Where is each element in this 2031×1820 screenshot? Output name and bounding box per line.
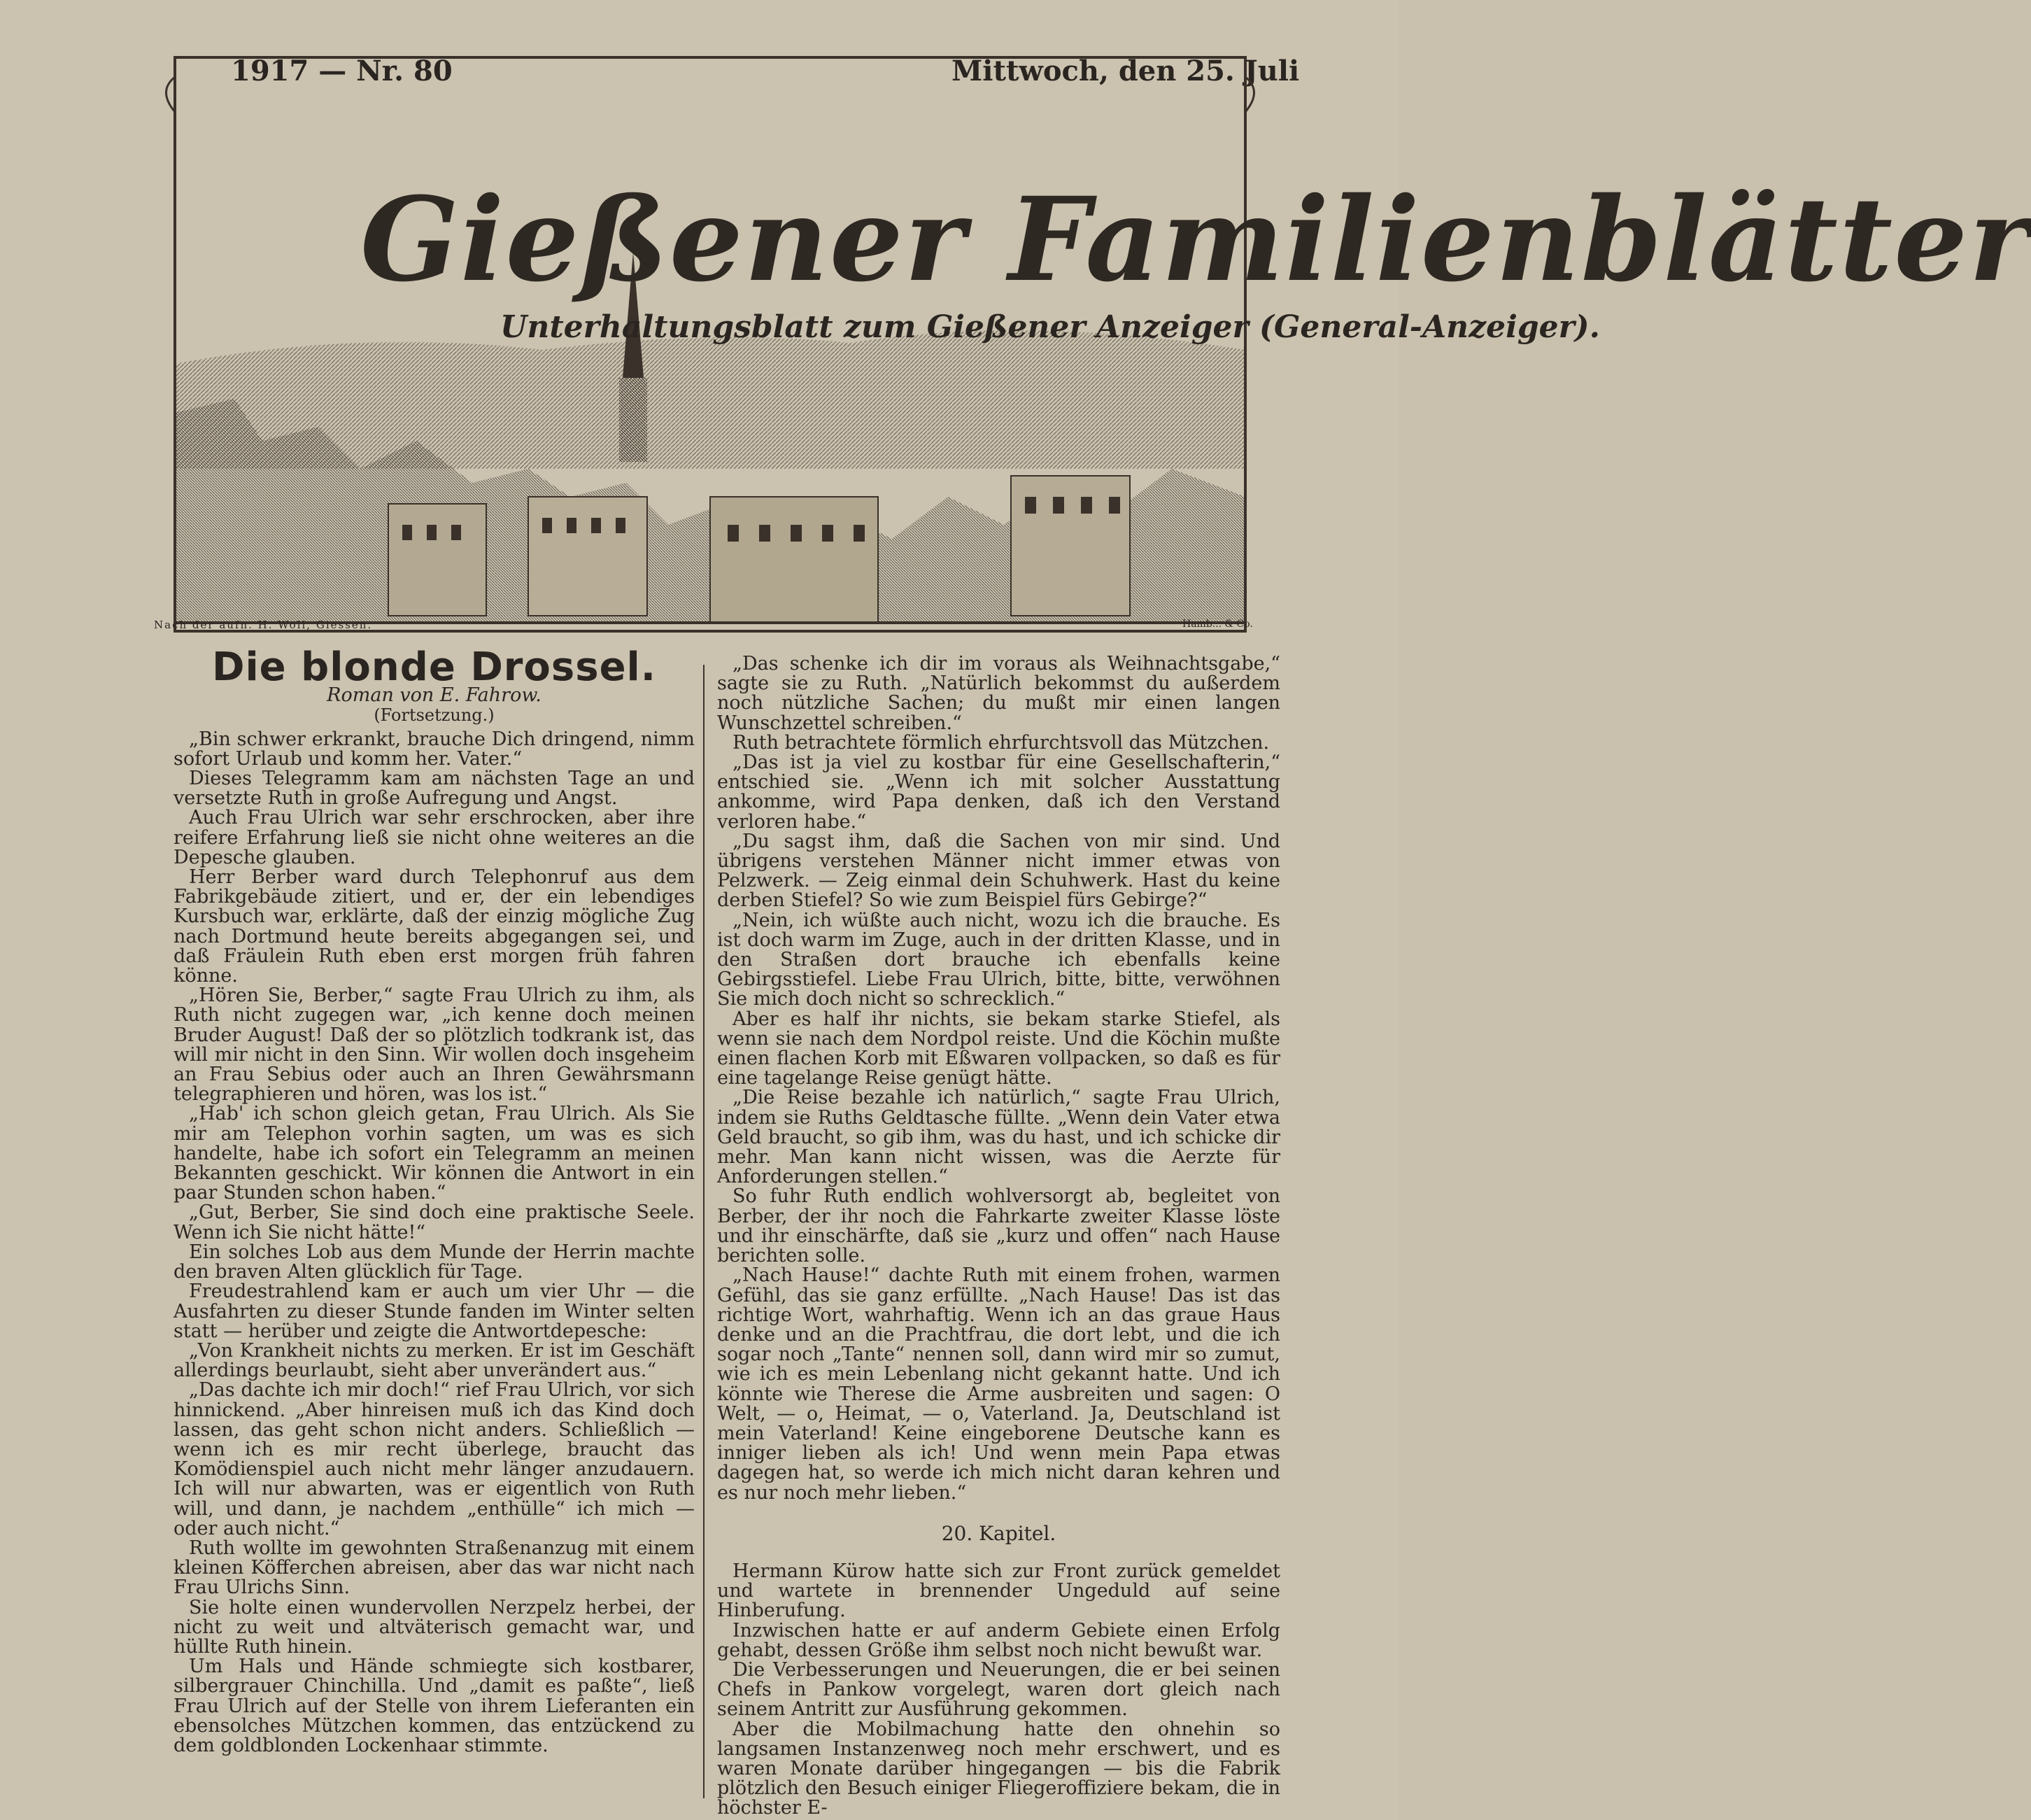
paragraph: Die Verbesserungen und Neuerungen, die er bei seinen Chefs in Pankow vorgelegt, waren dort gleich nach seinem Antritt zur Ausführung gekommen. — [717, 1658, 1280, 1721]
column-divider — [703, 665, 705, 1798]
paragraph: Ruth betrachtete förmlich ehrfurchtsvoll das Mützchen. — [733, 731, 1270, 754]
paragraph: Auch Frau Ulrich war sehr erschrocken, aber ihre reifere Erfahrung ließ sie nicht ohne weiteres an die Depesche glauben. — [174, 807, 695, 868]
story-byline: Roman von E. Fahrow. — [327, 684, 542, 707]
left-column — [174, 644, 695, 1756]
paragraph: Aber es half ihr nichts, sie bekam starke Stiefel, als wenn sie nach dem Nordpol reiste. Und die Köchin mußte einen flachen Korb mit Eßwaren vollpacken, so daß es für eine tagelange Reise genügt hätte. — [717, 1008, 1280, 1089]
masthead — [150, 49, 2031, 640]
paragraph: Hermann Kürow hatte sich zur Front zurück gemeldet und wartete in brennender Ungeduld auf seine Hinberufung. — [717, 1560, 1280, 1622]
paragraph: Inzwischen hatte er auf anderm Gebiete einen Erfolg gehabt, dessen Größe ihm selbst noch nicht bewußt war. — [717, 1619, 1280, 1661]
paragraph: Aber die Mobilmachung hatte den ohnehin so langsamen Instanzenweg noch mehr erschwert, und es waren Monate darüber hingegangen — bis die Fabrik plötzlich den Besuch einiger Fliegeroffiziere bekam, die in höchster E- — [717, 1718, 1280, 1819]
paragraph: Dieses Telegramm kam am nächsten Tage an und versetzte Ruth in große Aufregung und Angst. — [174, 768, 695, 810]
paragraph: So fuhr Ruth endlich wohlversorgt ab, begleitet von Berber, der ihr noch die Fahrkarte zweiter Klasse löste und ihr einschärfte, daß sie „kurz und offen“ nach Hause berichten solle. — [717, 1185, 1280, 1267]
issue-number: 1917 — Nr. 80 — [231, 55, 453, 87]
story-title: Die blonde Drossel. — [211, 644, 657, 690]
masthead-subtitle: Unterhaltungsblatt zum Gießener Anzeiger (General-Anzeiger). — [500, 309, 1600, 345]
illustration-credit: Nach der aufn. H. Woll, Giessen. — [154, 619, 373, 631]
paragraph: Freudestrahlend kam er auch um vier Uhr — die Ausfahrten zu dieser Stunde fanden im Winter selten statt — herüber und zeigte die Antwortdepesche: — [174, 1281, 695, 1342]
paragraph: „Von Krankheit nichts zu merken. Er ist im Geschäft allerdings beurlaubt, sieht aber unverändert aus.“ — [174, 1339, 695, 1382]
paragraph: Sie holte einen wundervollen Nerzpelz herbei, der nicht zu weit und altväterisch gemacht war, und hüllte Ruth hinein. — [174, 1596, 695, 1658]
paragraph: „Das dachte ich mir doch!“ rief Frau Ulrich, vor sich hinnickend. „Aber hinreisen muß ich das Kind doch lassen, das geht schon nicht anders. Schließlich — wenn ich es mir recht überlege, braucht das Komödienspiel auch nicht mehr länger anzudauern. Ich will nur abwarten, was er eigentlich von Ruth will, und dann, je nachdem „enthülle“ ich mich — oder auch nicht.“ — [174, 1379, 695, 1539]
engraver-credit: Hamb... & Co. — [1182, 619, 1253, 630]
paragraph: „Die Reise bezahle ich natürlich,“ sagte Frau Ulrich, indem sie Ruths Geldtasche füllte. „Wenn dein Vater etwa Geld braucht, so gib ihm, was du hast, und ich schicke dir mehr. Man kann nicht wissen, was die Aerzte für Anforderungen stellen.“ — [717, 1087, 1280, 1188]
paragraph: „Gut, Berber, Sie sind doch eine praktische Seele. Wenn ich Sie nicht hätte!“ — [174, 1201, 695, 1243]
paragraph: „Hören Sie, Berber,“ sagte Frau Ulrich zu ihm, als Ruth nicht zugegen war, „ich kenne doch meinen Bruder August! Daß der so plötzlich todkrank ist, das will mir nicht in den Sinn. Wir wollen doch insgeheim an Frau Sebius oder auch an Ihren Gewährsmann telegraphieren und hören, was los ist.“ — [174, 985, 695, 1106]
story-continuation: (Fortsetzung.) — [374, 705, 495, 726]
masthead-title: Gießener Familienblätter — [360, 171, 2031, 307]
chapter-heading: 20. Kapitel. — [941, 1521, 1056, 1545]
paragraph: „Nein, ich wüßte auch nicht, wozu ich die brauche. Es ist doch warm im Zuge, auch in der dritten Klasse, und in den Straßen dort brauche ich ebenfalls keine Gebirgsstiefel. Liebe Frau Ulrich, bitte, bitte, verwöhnen Sie mich doch nicht so schrecklich.“ — [717, 909, 1280, 1010]
paragraph: „Das schenke ich dir im voraus als Weihnachtsgabe,“ sagte sie zu Ruth. „Natürlich bekommst du außerdem noch nützliche Sachen; du mußt mir einen langen Wunschzettel schreiben.“ — [717, 653, 1280, 734]
paragraph: Ein solches Lob aus dem Munde der Herrin machte den braven Alten glücklich für Tage. — [174, 1241, 695, 1283]
paragraph: Ruth wollte im gewohnten Straßenanzug mit einem kleinen Köfferchen abreisen, aber das war nicht nach Frau Ulrichs Sinn. — [174, 1537, 695, 1599]
paragraph: „Hab' ich schon gleich getan, Frau Ulrich. Als Sie mir am Telephon vorhin sagten, um was es sich handelte, habe ich sofort ein Telegramm an meinen Bekannten geschickt. Wir können die Antwort in ein paar Stunden schon haben.“ — [174, 1103, 695, 1204]
paragraph: „Nach Hause!“ dachte Ruth mit einem frohen, warmen Gefühl, das sie ganz erfüllte. „Nach Hause! Das ist das richtige Wort, wahrhaftig. Wenn ich an das graue Haus denke und an die Prachtfrau, die dort lebt, und die ich sogar noch „Tante“ nennen soll, dann wird mir so zumut, wie ich es mein Lebenlang nicht gekannt hatte. Und ich könnte wie Therese die Arme ausbreiten und sagen: O Welt, — o, Heimat, — o, Vaterland. Ja, Deutschland ist mein Vaterland! Keine eingeborene Deutsche kann es inniger lieben als ich! Und wenn mein Papa etwas dagegen hat, so werde ich mich nicht daran kehren und es nur noch mehr lieben.“ — [717, 1264, 1280, 1504]
paragraph: Um Hals und Hände schmiegte sich kostbarer, silbergrauer Chinchilla. Und „damit es paßte“, ließ Frau Ulrich auf der Stelle von ihrem Lieferanten ein ebensolches Mützchen kommen, das entzückend zu dem goldblonden Lockenhaar stimmte. — [174, 1656, 695, 1756]
issue-date: Mittwoch, den 25. Juli — [951, 55, 1300, 87]
paragraph: Herr Berber ward durch Telephonruf aus dem Fabrikgebäude zitiert, und er, der ein lebendiges Kursbuch war, erklärte, daß der einzig mögliche Zug nach Dortmund heute bereits abgegangen sei, und daß Fräulein Ruth eben erst morgen früh fahren könne. — [174, 866, 695, 987]
paragraph: „Du sagst ihm, daß die Sachen von mir sind. Und übrigens verstehen Männer nicht immer etwas von Pelzwerk. — Zeig einmal dein Schuhwerk. Hast du keine derben Stiefel? So wie zum Beispiel fürs Gebirge?“ — [717, 830, 1280, 912]
right-column — [717, 654, 1280, 1819]
paragraph: „Das ist ja viel zu kostbar für eine Gesellschafterin,“ entschied sie. „Wenn ich mit solcher Ausstattung ankomme, wird Papa denken, daß ich den Verstand verloren habe.“ — [717, 752, 1280, 833]
paragraph: „Bin schwer erkrankt, brauche Dich dringend, nimm sofort Urlaub und komm her. Vater.“ — [174, 728, 695, 770]
